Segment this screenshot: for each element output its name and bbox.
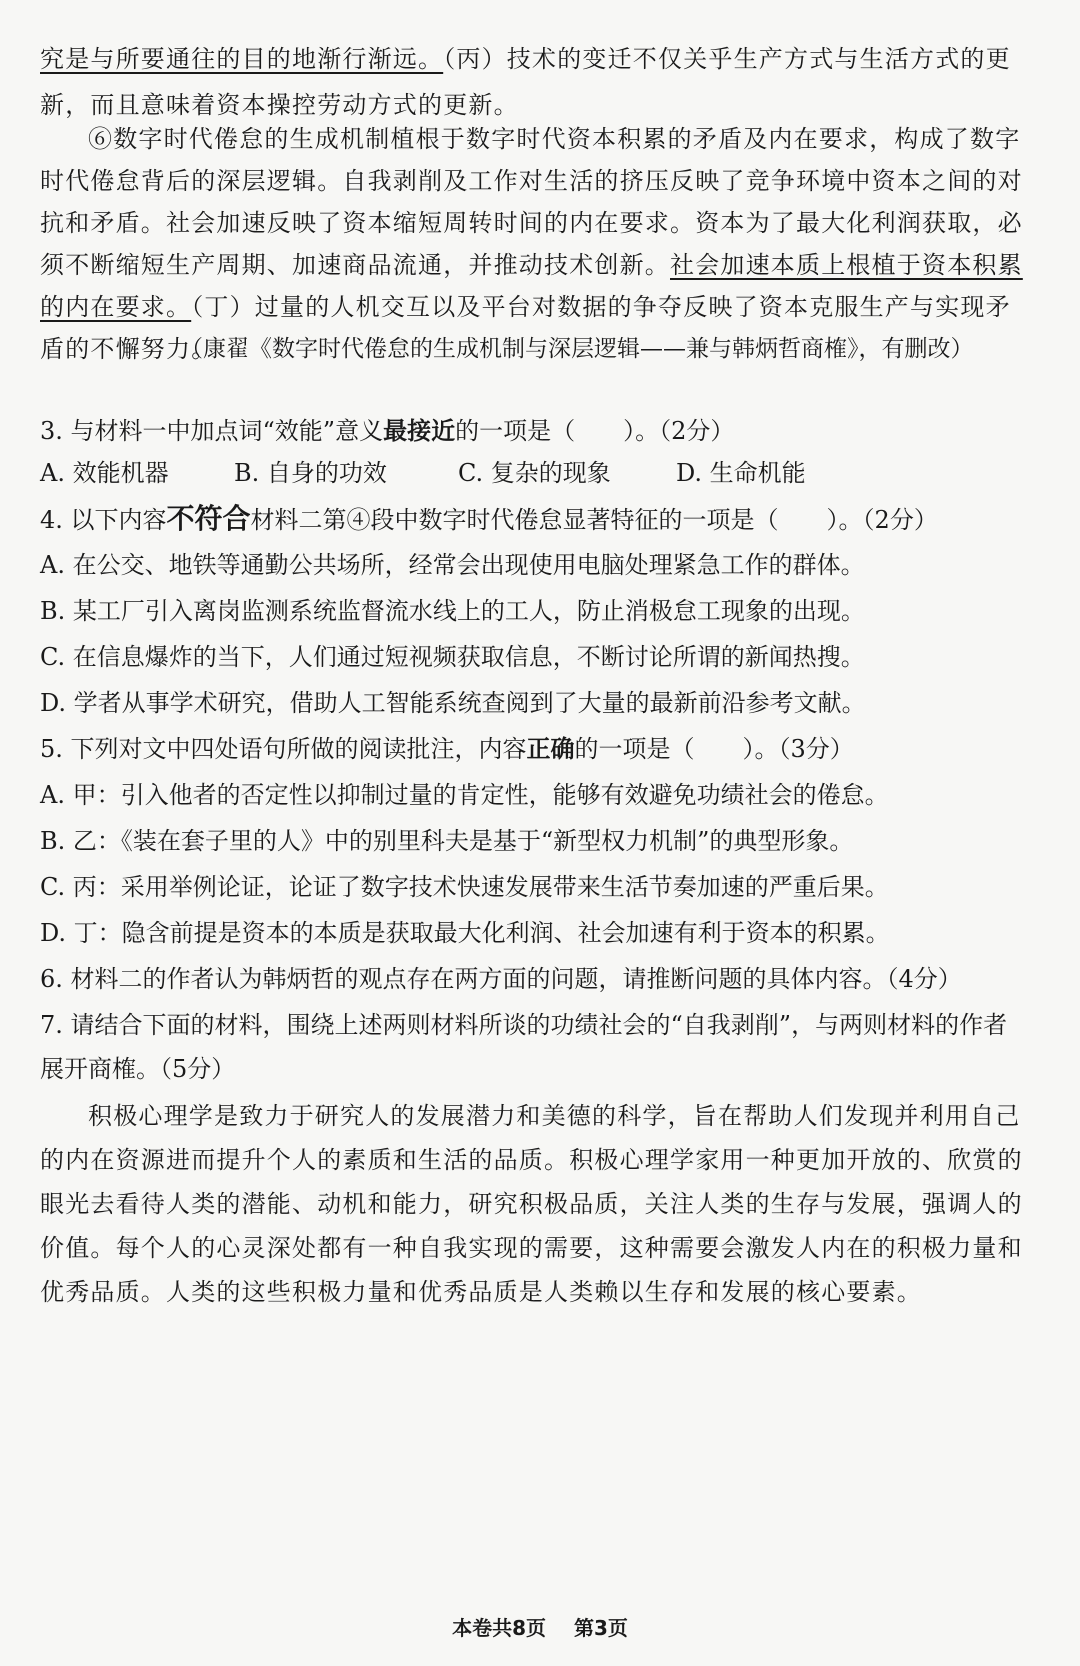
q4-option-d[interactable]: D. 学者从事学术研究，借助人工智能系统查阅到了大量的最新前沿参考文献。 bbox=[40, 689, 866, 717]
underlined-sentence-ding: 社会加速本质上根植于资本积累的内在要求。 bbox=[40, 251, 1023, 321]
question-7-line-2: 展开商榷。（5分） bbox=[40, 1055, 236, 1083]
q4-post: 材料二第④段中数字时代倦怠显著特征的一项是（ ）。（2分） bbox=[250, 506, 938, 534]
question-5-stem bbox=[40, 732, 854, 766]
annotation-ding: （丁）过量的人机交互以及平台对数据的争夺反映了资本克服生产与实现矛盾的不懈努力。 bbox=[40, 293, 1011, 363]
annotation-bing: （丙）技术的变迁不仅关乎生产方式与生活方式的更新，而且意味着资本操控劳动方式的更新。 bbox=[40, 45, 1011, 119]
question-6: 6. 材料二的作者认为韩炳哲的观点存在两方面的问题，请推断问题的具体内容。（4分） bbox=[40, 965, 962, 993]
passage-paragraph-5-end bbox=[40, 36, 1030, 128]
q3-option-b[interactable]: B. 自身的功效 bbox=[234, 459, 387, 487]
q3-emphasis: 最接近 bbox=[383, 416, 456, 445]
q5-post: 的一项是（ ）。（3分） bbox=[574, 735, 854, 763]
q3-option-c[interactable]: C. 复杂的现象 bbox=[458, 459, 611, 487]
q5-emphasis: 正确 bbox=[526, 734, 575, 763]
q4-option-c[interactable]: C. 在信息爆炸的当下，人们通过短视频获取信息，不断讨论所谓的新闻热搜。 bbox=[40, 643, 865, 671]
question-7-line-1: 7. 请结合下面的材料，围绕上述两则材料所谈的功绩社会的“自我剥削”，与两则材料的作者 bbox=[40, 1011, 1008, 1039]
q4-option-a[interactable]: A. 在公交、地铁等通勤公共场所，经常会出现使用电脑处理紧急工作的群体。 bbox=[40, 551, 865, 579]
q4-option-b[interactable]: B. 某工厂引入离岗监测系统监督流水线上的工人，防止消极怠工现象的出现。 bbox=[40, 597, 865, 625]
q3-pre: 3. 与材料一中加点词“效能”意义 bbox=[40, 417, 384, 445]
q5-option-b[interactable]: B. 乙：《装在套子里的人》中的别里科夫是基于“新型权力机制”的典型形象。 bbox=[40, 827, 854, 855]
q5-pre: 5. 下列对文中四处语句所做的阅读批注，内容 bbox=[40, 735, 527, 763]
material-paragraph: 积极心理学是致力于研究人的发展潜力和美德的科学，旨在帮助人们发现并利用自己的内在资源进而提升个人的素质和生活的品质。积极心理学家用一种更加开放的、欣赏的眼光去看待人类的潜能、动机和能力，研究积极品质，关注人类的生存与发展，强调人的价值。每个人的心灵深处都有一种自我实现的需要，这种需要会激发人内在的积极力量和优秀品质。人类的这些积极力量和优秀品质是人类赖以生存和发展的核心要素。 bbox=[40, 1102, 1023, 1306]
total-pages: 本卷共8页 bbox=[452, 1616, 546, 1640]
question-3-stem bbox=[40, 414, 734, 448]
page-footer bbox=[0, 1612, 1080, 1641]
q4-emphasis: 不符合 bbox=[166, 502, 251, 535]
q3-post: 的一项是（ ）。（2分） bbox=[455, 417, 735, 445]
paragraph-6-text: ⑥数字时代倦怠的生成机制植根于数字时代资本积累的矛盾及内在要求，构成了数字时代倦怠背后的深层逻辑。自我剥削及工作对生活的挤压反映了竞争环境中资本之间的对抗和矛盾。社会加速反映了资本缩短周转时间的内在要求。资本为了最大化利润获取，必须不断缩短生产周期、加速商品流通，并推动技术创新。 bbox=[40, 125, 1023, 279]
underlined-sentence-yi: 究是与所要通往的目的地渐行渐远。 bbox=[40, 45, 444, 73]
q4-pre: 4. 以下内容 bbox=[40, 506, 167, 534]
question-4-stem bbox=[40, 502, 938, 537]
q5-option-d[interactable]: D. 丁：隐含前提是资本的本质是获取最大化利润、社会加速有利于资本的积累。 bbox=[40, 919, 890, 947]
q3-option-a[interactable]: A. 效能机器 bbox=[40, 459, 169, 487]
q5-option-c[interactable]: C. 丙：采用举例论证，论证了数字技术快速发展带来生活节奏加速的严重后果。 bbox=[40, 873, 889, 901]
source-citation: （康翟《数字时代倦怠的生成机制与深层逻辑——兼与韩炳哲商榷》，有删改） bbox=[180, 336, 974, 362]
q5-option-a[interactable]: A. 甲：引入他者的否定性以抑制过量的肯定性，能够有效避免功绩社会的倦怠。 bbox=[40, 781, 889, 809]
page-number: 第3页 bbox=[574, 1616, 628, 1640]
q3-option-d[interactable]: D. 生命机能 bbox=[676, 459, 806, 487]
